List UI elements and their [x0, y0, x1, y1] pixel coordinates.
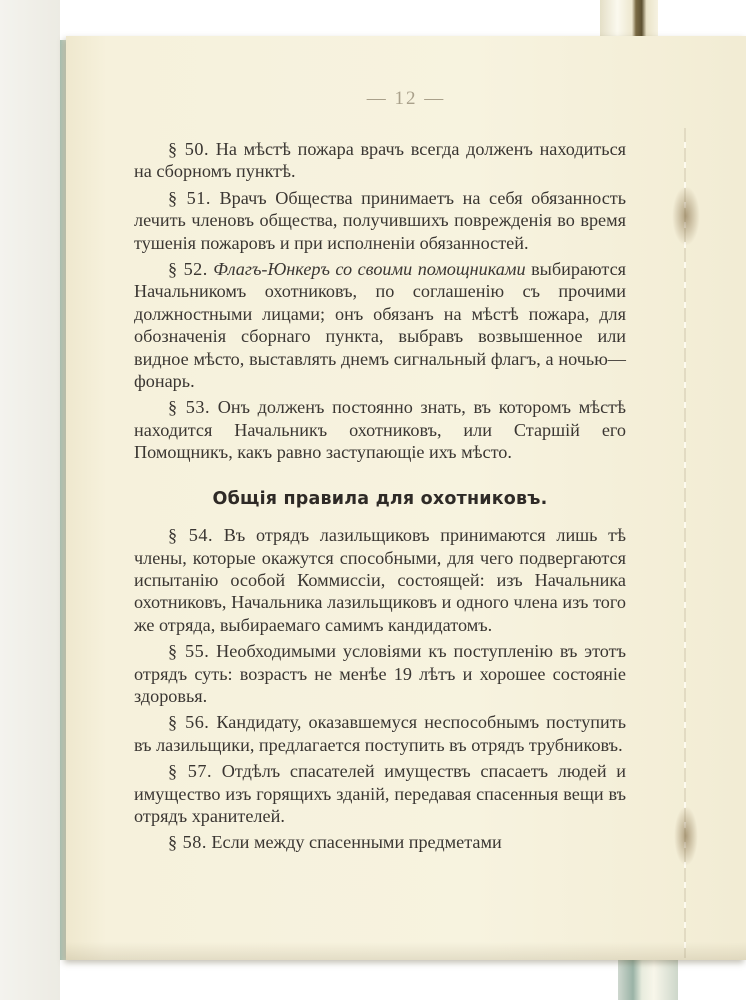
paragraph-56 [134, 711, 626, 756]
book-page [66, 36, 746, 960]
section-number: § 51. [168, 187, 211, 208]
paragraph-italic-term: Флагъ-Юнкеръ со своими помощниками [213, 259, 526, 280]
paragraph-50 [134, 138, 626, 183]
paper-stain [674, 806, 698, 866]
section-number: § 52. [168, 259, 208, 280]
section-number: § 55. [168, 641, 210, 662]
paragraph-text: Въ отрядъ лазильщиковъ принимаются лишь тѣ члены, которые окажутся способными, для чего подвергаются испытанію особой Коммиссіи, состоящей: изъ Начальника охотниковъ, Начальника лазильщиковъ и одного члена изъ того же отряда, выбираемаго самимъ кандидатомъ. [134, 525, 626, 635]
paragraph-text: Отдѣлъ спасателей имуществъ спасаетъ людей и имущество изъ горящихъ зданій, передавая спасенныя вещи въ отрядъ хранителей. [134, 761, 626, 826]
holder-rod-bottom [618, 960, 678, 1000]
paragraph-text: Врачъ Общества принимаетъ на себя обязанность лечить членовъ общества, получившихъ поврежденія во время тушенія пожаровъ и при исполненіи обязанностей. [134, 187, 627, 253]
paragraph-text: Онъ долженъ постоянно знать, въ которомъ мѣстѣ находится Начальникъ охотниковъ, или Старшій его Помощникъ, какъ равно заступающіе ихъ мѣсто. [134, 397, 626, 463]
paragraph-53 [134, 396, 626, 463]
section-heading: Общія правила для охотниковъ. [212, 488, 548, 509]
paragraph-text: Кандидату, оказавшемуся неспособнымъ поступить въ лазильщики, предлагается поступить въ отрядъ трубниковъ. [134, 712, 626, 755]
section-number: § 58. [168, 832, 207, 853]
page-shadow [66, 942, 746, 960]
page-number: — 12 — [366, 88, 446, 109]
paragraph-55 [134, 640, 626, 707]
paragraph-text: выбираются Начальникомъ охотниковъ, по соглашенію съ прочими должностными лицами; онъ обязанъ на мѣстѣ пожара, для обозначенія сборнаго пункта, выбравъ возвышенное или видное мѣсто, выставлять днемъ сигнальный флагъ, а ночью—фонарь. [134, 259, 627, 392]
section-number: § 56. [168, 712, 210, 733]
page-text [134, 138, 626, 858]
paragraph-text: На мѣстѣ пожара врачъ всегда долженъ находиться на сборномъ пунктѣ. [134, 139, 627, 182]
paper-stain [672, 186, 700, 246]
holder-rod-top [600, 0, 658, 40]
paragraph-51 [134, 187, 626, 254]
paragraph-54 [134, 524, 626, 636]
section-number: § 54. [168, 525, 214, 546]
paragraph-52 [134, 258, 626, 392]
section-number: § 57. [168, 761, 213, 782]
paragraph-57 [134, 760, 626, 827]
paragraph-text: Если между спасенными предметами [211, 832, 502, 853]
section-number: § 53. [168, 397, 211, 418]
paragraph-text: Необходимыми условіями къ поступленію въ этотъ отрядъ суть: возрастъ не менѣе 19 лѣтъ и хорошее состояніе здоровья. [134, 641, 627, 706]
paragraph-58 [134, 831, 626, 853]
section-number: § 50. [168, 139, 210, 159]
book-spine-background [0, 0, 60, 1000]
